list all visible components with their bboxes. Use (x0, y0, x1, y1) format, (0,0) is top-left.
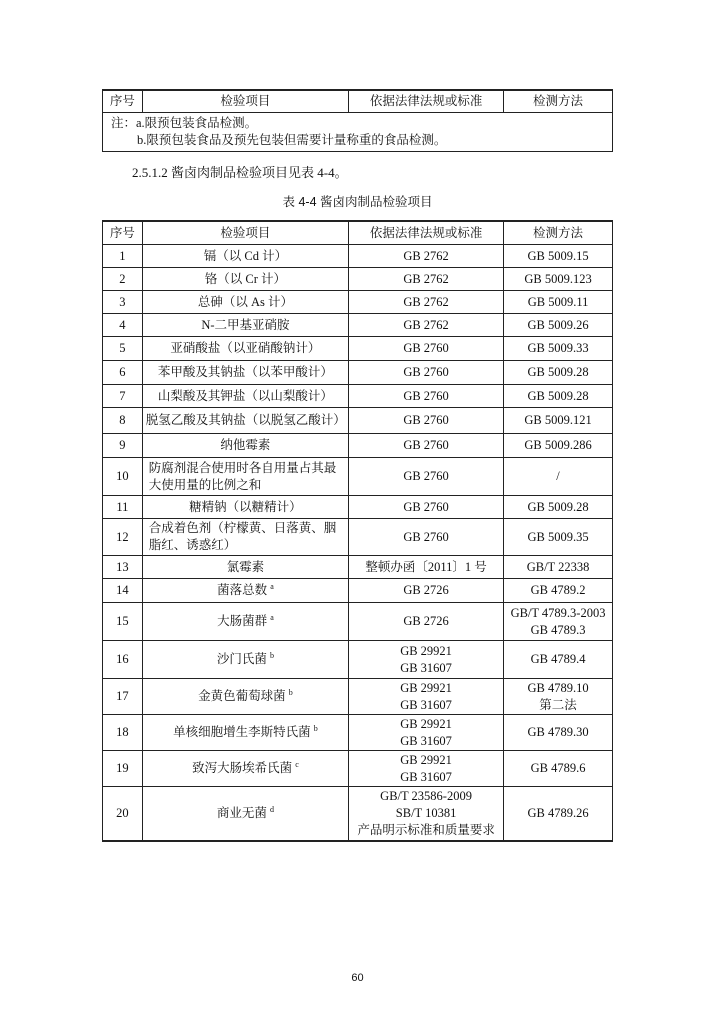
method-cell (504, 385, 613, 408)
header-cell: 依据法律法规或标准 (349, 221, 504, 245)
table-row (103, 641, 613, 679)
footnote-marker: b (313, 723, 318, 733)
standard-line: GB 2760 (403, 499, 449, 514)
inspection-item-text: 金黄色葡萄球菌 (198, 689, 286, 703)
standard-cell (349, 679, 504, 715)
table-row (103, 603, 613, 641)
method-cell (504, 291, 613, 314)
inspection-item (142, 751, 348, 787)
standard-line: GB 29921 (400, 752, 452, 767)
header-cell: 序号 (103, 221, 143, 245)
table-row (103, 496, 613, 519)
inspection-item (142, 361, 348, 385)
header-cell: 依据法律法规或标准 (349, 90, 504, 113)
row-number: 16 (103, 641, 143, 679)
row-number: 2 (103, 268, 143, 291)
standard-cell (349, 458, 504, 496)
method-cell (504, 361, 613, 385)
row-number: 3 (103, 291, 143, 314)
standard-cell (349, 361, 504, 385)
standard-line: GB 2762 (403, 294, 449, 309)
table-notes-row (103, 113, 613, 152)
standard-cell (349, 751, 504, 787)
standard-cell (349, 337, 504, 361)
standard-line: GB 2760 (403, 388, 449, 403)
method-cell (504, 245, 613, 268)
standard-line: GB 31607 (400, 697, 452, 712)
method-line: GB 4789.6 (530, 761, 586, 775)
standard-line: GB/T 23586-2009 (380, 788, 472, 803)
table-row (103, 408, 613, 434)
standard-line: GB 2760 (403, 438, 449, 452)
method-line: GB 5009.28 (527, 499, 589, 514)
standard-cell (349, 519, 504, 556)
inspection-item (142, 715, 348, 751)
method-cell (504, 268, 613, 291)
inspection-item (142, 458, 348, 496)
method-cell (504, 679, 613, 715)
method-cell (504, 434, 613, 458)
footnote-marker: d (270, 804, 274, 814)
inspection-item (142, 579, 348, 603)
inspection-item-text: 镉（以 Cd 计） (203, 248, 288, 263)
method-line: GB/T 22338 (526, 559, 590, 574)
method-line: GB 5009.26 (527, 317, 589, 332)
standard-line: 整顿办函〔2011〕1 号 (365, 559, 487, 574)
page-number: 60 (351, 972, 364, 984)
row-number: 6 (103, 361, 143, 385)
header-cell: 检测方法 (504, 90, 613, 113)
footnote-marker: a (270, 581, 274, 591)
table-row (103, 556, 613, 579)
row-number: 12 (103, 519, 143, 556)
row-number: 20 (103, 787, 143, 841)
table-row (103, 458, 613, 496)
inspection-item (142, 519, 348, 556)
row-number: 7 (103, 385, 143, 408)
standard-line: GB 31607 (400, 769, 452, 784)
inspection-items-table (102, 220, 613, 842)
inspection-item-text: 亚硝酸盐（以亚硝酸钠计） (170, 341, 321, 355)
method-cell (504, 556, 613, 579)
method-line: GB 5009.286 (524, 438, 592, 452)
standard-cell (349, 314, 504, 337)
method-cell (504, 603, 613, 641)
standard-line: GB 2760 (403, 413, 449, 427)
standard-cell (349, 787, 504, 841)
row-number: 9 (103, 434, 143, 458)
standard-line: GB 2760 (403, 469, 449, 483)
inspection-item (142, 556, 348, 579)
standard-cell (349, 408, 504, 434)
standard-cell (349, 291, 504, 314)
standard-cell (349, 715, 504, 751)
table-header-row (103, 90, 613, 113)
table-row (103, 314, 613, 337)
method-line: GB 4789.3 (530, 622, 586, 637)
standard-line: SB/T 10381 (395, 805, 457, 820)
inspection-item (142, 314, 348, 337)
standard-line: GB 2762 (403, 271, 449, 286)
method-line: GB 4789.26 (527, 805, 589, 820)
note-a: 注：a.限预包装食品检测。 (111, 116, 258, 130)
inspection-item (142, 337, 348, 361)
method-line: GB 5009.28 (527, 388, 589, 403)
method-line: GB 4789.4 (530, 652, 586, 666)
method-cell (504, 641, 613, 679)
inspection-item-text: 苯甲酸及其钠盐（以苯甲酸计） (157, 365, 333, 379)
table-row (103, 679, 613, 715)
method-line: GB 5009.11 (527, 294, 589, 309)
inspection-item-text: 糖精钠（以糖精计） (189, 499, 302, 514)
method-line: GB 5009.33 (527, 341, 589, 355)
inspection-item-text: 商业无菌 (216, 805, 267, 820)
table-row (103, 268, 613, 291)
table-row (103, 519, 613, 556)
method-cell (504, 314, 613, 337)
row-number: 4 (103, 314, 143, 337)
inspection-item (142, 641, 348, 679)
inspection-item (142, 245, 348, 268)
footnote-marker: c (295, 759, 299, 769)
method-line: GB 4789.2 (530, 583, 586, 597)
method-line: GB 5009.28 (527, 365, 589, 379)
standard-cell (349, 245, 504, 268)
inspection-item-text: 纳他霉素 (220, 438, 271, 452)
inspection-item (142, 385, 348, 408)
inspection-item-text: 合成着色剂（柠檬黄、日落黄、胭脂红、诱惑红） (148, 521, 337, 552)
method-line: 第二法 (539, 697, 577, 712)
standard-line: GB 31607 (400, 733, 452, 748)
standard-line: GB 2762 (403, 317, 449, 332)
table-body (103, 245, 613, 841)
header-cell: 检验项目 (142, 90, 348, 113)
inspection-item (142, 679, 348, 715)
inspection-item-text: 大肠菌群 (217, 614, 268, 628)
row-number: 19 (103, 751, 143, 787)
footnote-marker: b (270, 650, 274, 660)
method-cell (504, 519, 613, 556)
row-number: 5 (103, 337, 143, 361)
inspection-item (142, 496, 348, 519)
standard-line: GB 2760 (403, 365, 449, 379)
inspection-item-text: 菌落总数 (217, 583, 268, 597)
method-cell (504, 715, 613, 751)
inspection-item (142, 434, 348, 458)
method-line: GB 5009.121 (524, 413, 592, 427)
inspection-item (142, 603, 348, 641)
inspection-item-text: 铬（以 Cr 计） (204, 271, 287, 286)
table-row (103, 787, 613, 841)
method-cell (504, 579, 613, 603)
standard-line: GB 31607 (400, 660, 452, 675)
table-row (103, 715, 613, 751)
standard-line: GB 29921 (400, 716, 452, 731)
table-row (103, 291, 613, 314)
row-number: 18 (103, 715, 143, 751)
row-number: 10 (103, 458, 143, 496)
header-cell: 序号 (103, 90, 143, 113)
method-line: GB/T 4789.3-2003 (510, 605, 606, 620)
method-cell (504, 787, 613, 841)
table-row (103, 245, 613, 268)
method-line: GB 5009.15 (527, 248, 589, 263)
body-paragraph: 2.5.1.2 酱卤肉制品检验项目见表 4-4。 (132, 165, 348, 180)
standard-line: GB 29921 (400, 643, 452, 658)
standard-line: 产品明示标准和质量要求 (357, 822, 495, 837)
table-header-row (103, 221, 613, 245)
inspection-item-text: 脱氢乙酸及其钠盐（以脱氢乙酸计） (145, 413, 346, 427)
method-cell (504, 496, 613, 519)
row-number: 13 (103, 556, 143, 579)
header-cell: 检测方法 (504, 221, 613, 245)
row-number: 14 (103, 579, 143, 603)
standard-line: GB 2760 (403, 341, 449, 355)
table-notes (103, 113, 613, 152)
inspection-item-text: 总砷（以 As 计） (197, 294, 293, 309)
standard-cell (349, 385, 504, 408)
header-cell: 检验项目 (142, 221, 348, 245)
standard-cell (349, 434, 504, 458)
row-number: 8 (103, 408, 143, 434)
method-line: GB 5009.35 (527, 529, 589, 544)
method-cell (504, 408, 613, 434)
standard-line: GB 2726 (403, 614, 449, 628)
table-row (103, 337, 613, 361)
inspection-item-text: 沙门氏菌 (216, 652, 267, 666)
table-row (103, 385, 613, 408)
inspection-item (142, 268, 348, 291)
inspection-item (142, 291, 348, 314)
inspection-item-text: N-二甲基亚硝胺 (201, 317, 290, 332)
standard-line: GB 2762 (403, 248, 449, 263)
inspection-item (142, 787, 348, 841)
inspection-item-text: 山梨酸及其钾盐（以山梨酸计） (157, 388, 333, 403)
inspection-item-text: 氯霉素 (226, 559, 265, 574)
standard-line: GB 2726 (403, 583, 449, 597)
standard-cell (349, 579, 504, 603)
inspection-item-text: 防腐剂混合使用时各自用量占其最大使用量的比例之和 (148, 460, 337, 492)
row-number: 15 (103, 603, 143, 641)
method-line: GB 5009.123 (524, 271, 592, 286)
standard-cell (349, 603, 504, 641)
method-cell (504, 751, 613, 787)
inspection-item-text: 致泻大肠埃希氏菌 (192, 761, 293, 775)
method-line: GB 4789.30 (527, 725, 589, 739)
method-line: GB 4789.10 (527, 680, 589, 695)
standard-cell (349, 268, 504, 291)
method-cell (504, 337, 613, 361)
table-row (103, 434, 613, 458)
standard-cell (349, 641, 504, 679)
row-number: 1 (103, 245, 143, 268)
table-row (103, 579, 613, 603)
inspection-item-text: 单核细胞增生李斯特氏菌 (173, 725, 311, 739)
footnote-marker: b (288, 687, 293, 697)
table-row (103, 751, 613, 787)
standard-cell (349, 556, 504, 579)
method-cell (504, 458, 613, 496)
standard-line: GB 29921 (400, 680, 452, 695)
continued-table (102, 89, 613, 152)
row-number: 17 (103, 679, 143, 715)
standard-line: GB 2760 (403, 529, 449, 544)
table-caption: 表 4-4 酱卤肉制品检验项目 (282, 195, 433, 209)
note-b: b.限预包装食品及预先包装但需要计量称重的食品检测。 (137, 133, 447, 147)
standard-cell (349, 496, 504, 519)
table-row (103, 361, 613, 385)
footnote-marker: a (270, 612, 274, 622)
row-number: 11 (103, 496, 143, 519)
method-line: / (556, 469, 560, 483)
inspection-item (142, 408, 348, 434)
